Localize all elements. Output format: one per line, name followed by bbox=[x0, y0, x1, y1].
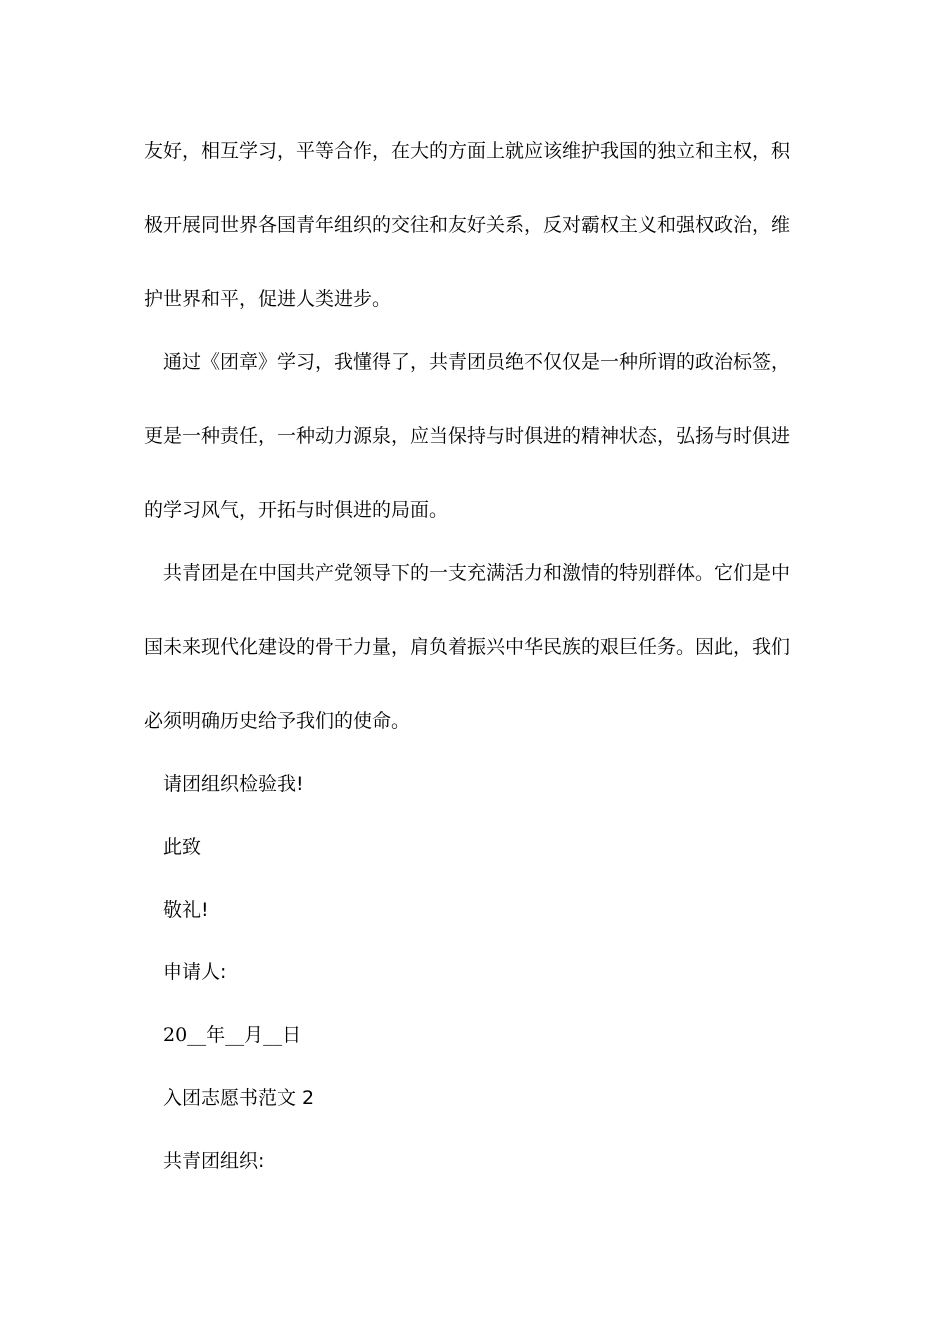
paragraph-line: 的学习风气，开拓与时俱进的局面。 bbox=[144, 499, 449, 521]
applicant-label: 申请人: bbox=[163, 961, 227, 983]
paragraph-line: 护世界和平，促进人类进步。 bbox=[144, 288, 392, 310]
closing-salutation-1: 此致 bbox=[163, 836, 202, 858]
paragraph-line: 国未来现代化建设的骨干力量，肩负着振兴中华民族的艰巨任务。因此，我们 bbox=[144, 636, 791, 658]
paragraph-line: 极开展同世界各国青年组织的交往和友好关系，反对霸权主义和强权政治，维 bbox=[144, 214, 791, 236]
addressee-line: 共青团组织: bbox=[163, 1150, 265, 1172]
paragraph-line: 必须明确历史给予我们的使命。 bbox=[144, 710, 411, 732]
closing-request: 请团组织检验我! bbox=[163, 773, 304, 795]
section-title: 入团志愿书范文 2 bbox=[163, 1087, 315, 1109]
paragraph-line: 友好，相互学习，平等合作，在大的方面上就应该维护我国的独立和主权，积 bbox=[144, 140, 791, 162]
closing-salutation-2: 敬礼! bbox=[163, 899, 209, 921]
paragraph-line: 更是一种责任，一种动力源泉，应当保持与时俱进的精神状态，弘扬与时俱进 bbox=[144, 425, 791, 447]
paragraph-line: 共青团是在中国共产党领导下的一支充满活力和激情的特别群体。它们是中 bbox=[163, 562, 791, 584]
date-line: 20__年__月__日 bbox=[163, 1024, 302, 1046]
paragraph-line: 通过《团章》学习，我懂得了，共青团员绝不仅仅是一种所谓的政治标签， bbox=[163, 351, 791, 373]
